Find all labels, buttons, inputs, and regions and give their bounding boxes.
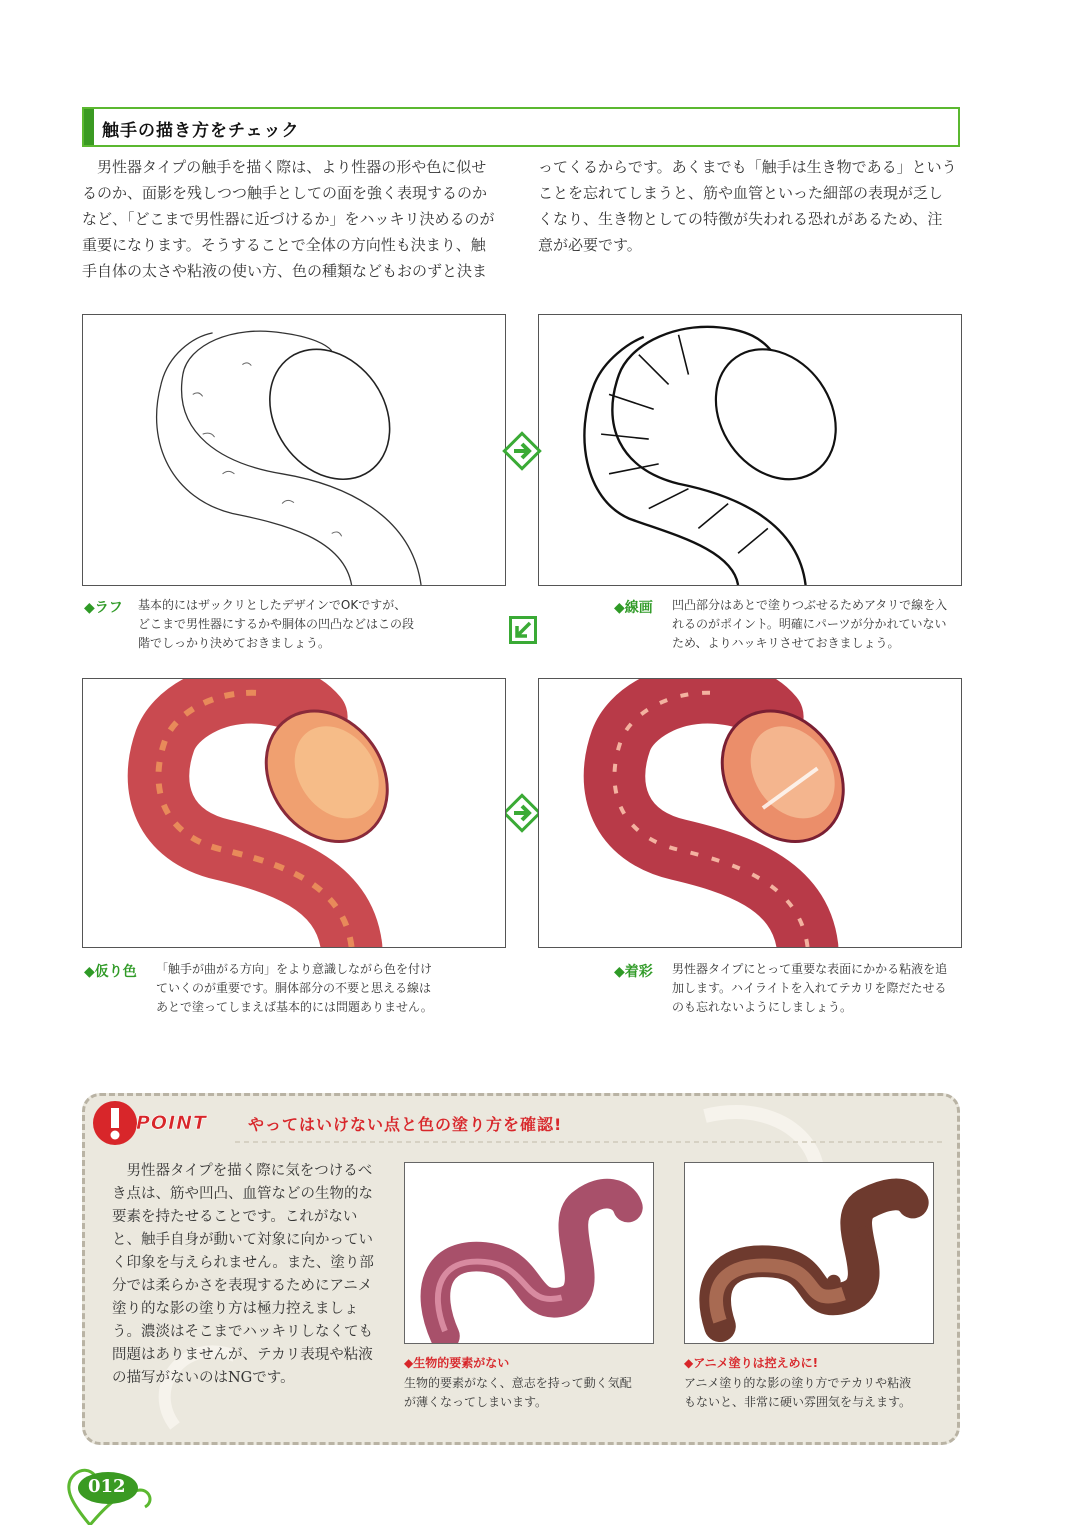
point-line: き点は、筋や凹凸、血管などの生物的な: [112, 1186, 373, 1202]
intro-line: 意が必要です。: [538, 236, 642, 254]
caption-line: 加します。ハイライトを入れてテカリを際だたせる: [672, 981, 947, 995]
section-header-bar: [84, 109, 94, 145]
intro-line: るのか、面影を残しつつ触手としての面を強く表現するのか: [82, 184, 488, 202]
step-label-final-color: ◆着彩: [614, 964, 653, 980]
caption-line: ため、よりハッキリさせておきましょう。: [672, 636, 900, 650]
intro-line: くなり、生き物としての特徴が失われる恐れがあるため、注: [538, 210, 943, 228]
illustration-final-color: [538, 678, 962, 948]
example-line: が薄くなってしまいます。: [404, 1395, 548, 1409]
caption-line: 「触手が曲がる方向」をより意識しながら色を付け: [156, 962, 433, 976]
arrow-down-left-icon: [508, 615, 538, 645]
step-text-lineart: [672, 596, 962, 653]
exclamation-icon: [92, 1100, 138, 1146]
point-line: 要素を持たせることです。これがない: [112, 1209, 358, 1225]
caption-line: どこまで男性器にするかや胴体の凹凸などはこの段: [138, 617, 415, 631]
step-text-base-color: [156, 960, 506, 1017]
step-text-rough: [138, 596, 506, 653]
example-line: もないと、非常に硬い雰囲気を与えます。: [684, 1395, 912, 1409]
intro-left-column: [82, 154, 508, 284]
intro-line: 重要になります。そうすることで全体の方向性も決まり、触: [82, 236, 486, 254]
point-line: と、触手自身が動いて対象に向かってい: [112, 1232, 373, 1248]
caption-line: のも忘れないようにしましょう。: [672, 1000, 853, 1014]
caption-line: 男性器タイプにとって重要な表面にかかる粘液を追: [672, 962, 948, 976]
page-number: 012: [88, 1476, 126, 1497]
point-title: やってはいけない点と色の塗り方を確認!: [248, 1115, 563, 1134]
section-title: 触手の描き方をチェック: [102, 121, 300, 141]
example-anime-shading: [684, 1162, 934, 1344]
step-label-base-color: ◆仮り色: [84, 964, 137, 980]
point-line: 分では柔らかさを表現するためにアニメ: [112, 1278, 373, 1294]
point-line: く印象を与えられません。また、塗り部: [112, 1255, 374, 1271]
caption-line: 基本的にはザックリとしたデザインでOKですが、: [138, 598, 407, 612]
example-label-no-biological: ◆生物的要素がない: [404, 1356, 510, 1370]
caption-line: ていくのが重要です。胴体部分の不要と思える線は: [156, 981, 432, 995]
section-header: [82, 107, 960, 147]
example-line: アニメ塗り的な影の塗り方でテカリや粘液: [684, 1376, 912, 1390]
point-line: の描写がないのはNGです。: [112, 1370, 295, 1386]
example-text-anime-shading: [684, 1374, 944, 1412]
illustration-base-color: [82, 678, 506, 948]
point-line: う。濃淡はそこまでハッキリしなくても: [112, 1324, 373, 1340]
example-text-no-biological: [404, 1374, 654, 1412]
point-badge: POINT: [136, 1112, 208, 1134]
caption-line: れるのがポイント。明確にパーツが分かれていない: [672, 617, 947, 631]
step-label-lineart: ◆線画: [614, 600, 653, 616]
intro-line: ことを忘れてしまうと、筋や血管といった細部の表現が乏し: [538, 184, 944, 202]
point-line: 塗り的な影の塗り方は極力控えましょ: [112, 1301, 359, 1317]
intro-right-column: [538, 154, 962, 258]
arrow-right-icon: [502, 431, 542, 471]
point-line: 問題はありませんが、テカリ表現や粘液: [112, 1347, 373, 1363]
point-body: [112, 1160, 388, 1390]
caption-line: 階でしっかり決めておきましょう。: [138, 636, 331, 650]
step-label-rough: ◆ラフ: [84, 600, 123, 616]
illustration-rough: [82, 314, 506, 586]
example-no-biological: [404, 1162, 654, 1344]
caption-line: 凹凸部分はあとで塗りつぶせるためアタリで線を入: [672, 598, 948, 612]
intro-line: 男性器タイプの触手を描く際は、より性器の形や色に似せ: [82, 158, 487, 176]
caption-line: あとで塗ってしまえば基本的には問題ありません。: [156, 1000, 433, 1014]
example-label-anime-shading: ◆アニメ塗りは控えめに!: [684, 1356, 819, 1370]
point-line: 男性器タイプを描く際に気をつけるべ: [112, 1163, 373, 1179]
step-text-final-color: [672, 960, 962, 1017]
arrow-right-icon: [502, 793, 542, 833]
intro-line: 手自体の太さや粘液の使い方、色の種類などもおのずと決ま: [82, 262, 488, 280]
illustration-lineart: [538, 314, 962, 586]
intro-line: ってくるからです。あくまでも「触手は生き物である」という: [538, 158, 957, 176]
example-line: 生物的要素がなく、意志を持って動く気配: [404, 1376, 632, 1390]
intro-line: など、「どこまで男性器に近づけるか」をハッキリ決めるのが: [82, 210, 495, 228]
